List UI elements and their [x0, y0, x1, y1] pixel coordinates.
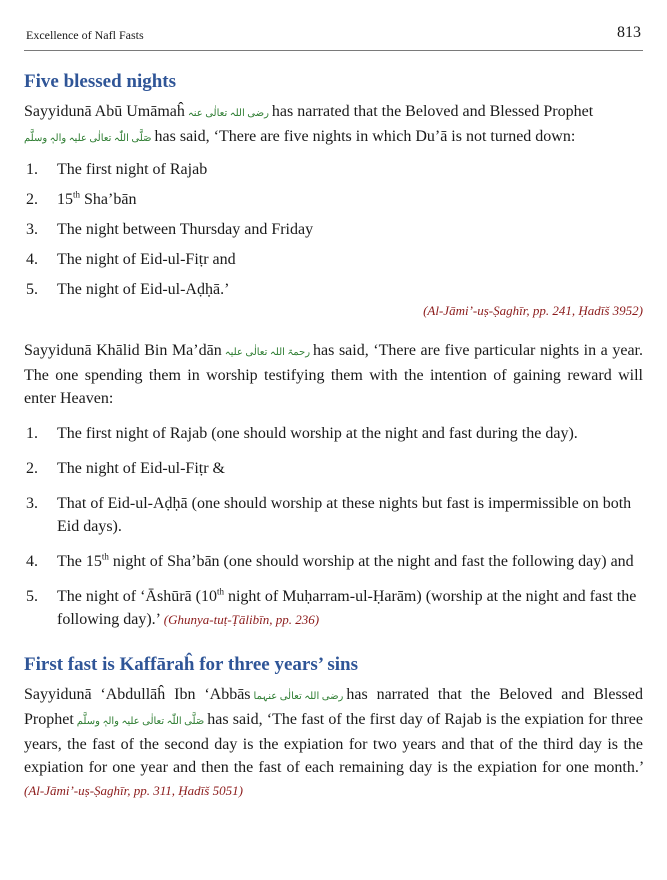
honorific-calligraphy: صَلَّی اللّٰہ تعالٰی علیہ والہٖ وسلَّم: [24, 133, 152, 144]
list-item: 1. The first night of Rajab (one should worship at the night and fast during the day).: [26, 425, 578, 442]
page-number: 813: [617, 24, 641, 41]
list-item: 4. The night of Eid-ul-Fiṭr and: [26, 251, 236, 268]
intro-text: Sayyidunā Abū Umāmaĥ: [24, 103, 185, 120]
list-item: 1. The first night of Rajab: [26, 161, 208, 178]
intro-text: has narrated that the Beloved and Blessed Prophet: [24, 686, 643, 728]
section1-intro: [24, 100, 643, 150]
particular-nights-list: [24, 422, 643, 631]
page-header: [24, 26, 643, 51]
list-item: 3. The night between Thursday and Friday: [26, 221, 314, 238]
honorific-calligraphy: رحمۃ اللہ تعالٰی علیہ: [224, 347, 311, 358]
honorific-calligraphy: رضی اللہ تعالٰی عنہما: [253, 691, 344, 702]
page-content: [24, 70, 643, 802]
section-heading-kaffarah: First fast is Kaffāraĥ for three years’ sins: [24, 654, 359, 675]
reference-citation: (Al-Jāmi’-uṣ-Ṣaghīr, pp. 241, Ḥadīš 3952): [423, 303, 643, 318]
reference-citation: (Ghunya-tuṭ-Ṭālibīn, pp. 236): [163, 612, 320, 627]
list-item: 2. 15th Sha’bān: [26, 189, 137, 208]
section-heading-five-nights: Five blessed nights: [24, 71, 177, 92]
honorific-calligraphy: رضی اللہ تعالٰی عنہ: [187, 108, 269, 119]
list-item: 2. The night of Eid-ul-Fiṭr &: [26, 460, 225, 477]
intro-text: has said, ‘There are five particular nights in a year. The one spending them in worship testifying them with the intention of gaining reward will enter Heaven:: [24, 342, 643, 407]
intro-text: Sayyidunā Khālid Bin Ma’dān: [24, 342, 222, 359]
list-item: 4. The 15th night of Sha’bān (one should worship at the night and fast the following day) and: [26, 551, 634, 570]
intro-text: has said, ‘The fast of the first day of Rajab is the expiation for three years, the fast of the second day is the expiation for two years and that of the third day is the expiation for one year and then the fast of each remaining day is the expiation for one month.’: [24, 711, 643, 776]
intro-text: has said, ‘There are five nights in which Du’ā is not turned down:: [154, 128, 576, 145]
reference-citation: (Al-Jāmi’-uṣ-Ṣaghīr, pp. 311, Ḥadīš 5051): [24, 783, 243, 798]
section2-intro: [24, 339, 643, 410]
running-title: Excellence of Nafl Fasts: [26, 28, 144, 42]
list-item: 5. The night of ‘Āshūrā (10th night of Muḥarram-ul-Ḥarām) (worship at the night and fast the following day).’ (Ghunya-tuṭ-Ṭālibīn, pp. 236): [26, 586, 637, 628]
section3-body: [24, 683, 643, 802]
list-item: 3. That of Eid-ul-Aḍḥā (one should worship at these nights but fast is impermissible on both Eid days).: [26, 495, 632, 535]
list-item: 5. The night of Eid-ul-Aḍḥā.’: [26, 281, 230, 298]
intro-text: Sayyidunā ‘Abdullāĥ Ibn ‘Abbās: [24, 686, 251, 703]
honorific-calligraphy: صَلَّی اللّٰہ تعالٰی علیہ والہٖ وسلَّم: [76, 716, 205, 727]
five-nights-list: [24, 158, 643, 301]
intro-text: has narrated that the Beloved and Blessed Prophet: [271, 103, 594, 120]
